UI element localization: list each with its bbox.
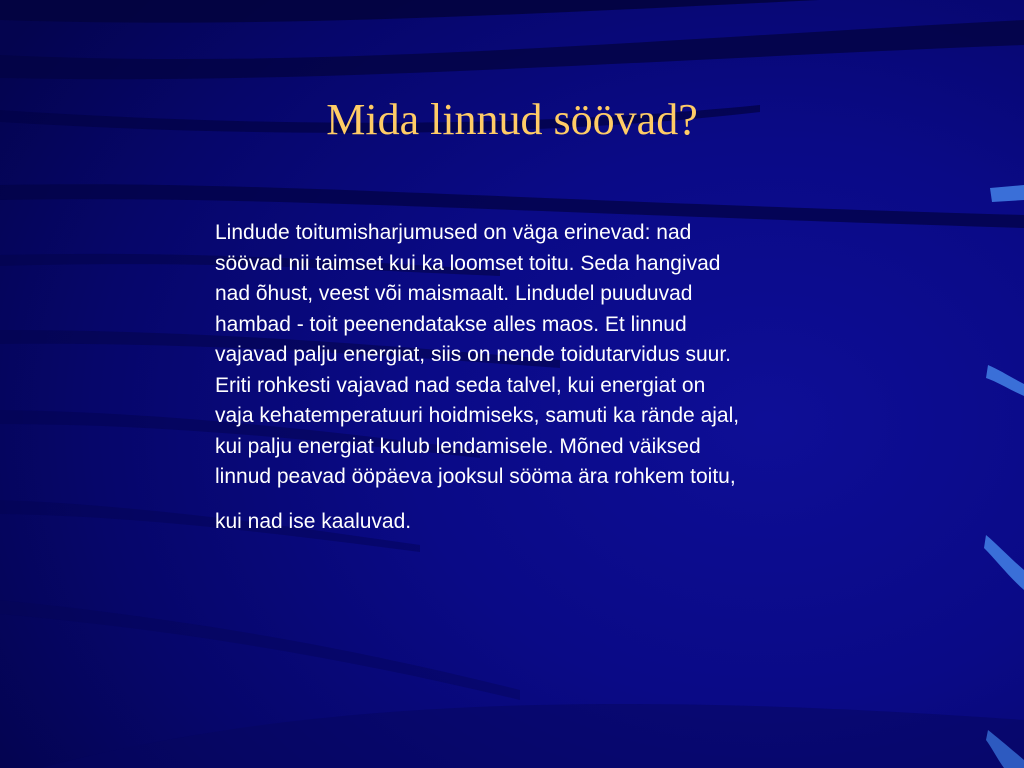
slide-body-text — [215, 218, 865, 537]
body-line: Eriti rohkesti vajavad nad seda talvel, kui energiat on — [215, 373, 706, 397]
body-line: kui palju energiat kulub lendamisele. Mõned väiksed — [215, 434, 701, 458]
body-line: Lindude toitumisharjumused on väga erinevad: nad — [215, 221, 692, 244]
body-line: linnud peavad ööpäeva jooksul sööma ära rohkem toitu, — [215, 465, 736, 488]
body-line: söövad nii taimset kui ka loomset toitu. Seda hangivad — [215, 251, 721, 275]
accent-stripe-1 — [990, 185, 1024, 202]
body-line: nad õhust, veest või maismaalt. Lindudel puuduvad — [215, 282, 693, 305]
accent-stripe-2 — [986, 365, 1024, 396]
body-line: vajavad palju energiat, siis on nende toidutarvidus suur. — [215, 343, 731, 366]
body-line: vaja kehatemperatuuri hoidmiseks, samuti ka rände ajal, — [215, 404, 740, 427]
body-line: hambad - toit peenendatakse alles maos. Et linnud — [215, 312, 687, 336]
accent-stripe-3 — [984, 535, 1024, 590]
body-line: kui nad ise kaaluvad. — [215, 509, 412, 533]
slide-title: Mida linnud söövad? — [326, 95, 698, 144]
